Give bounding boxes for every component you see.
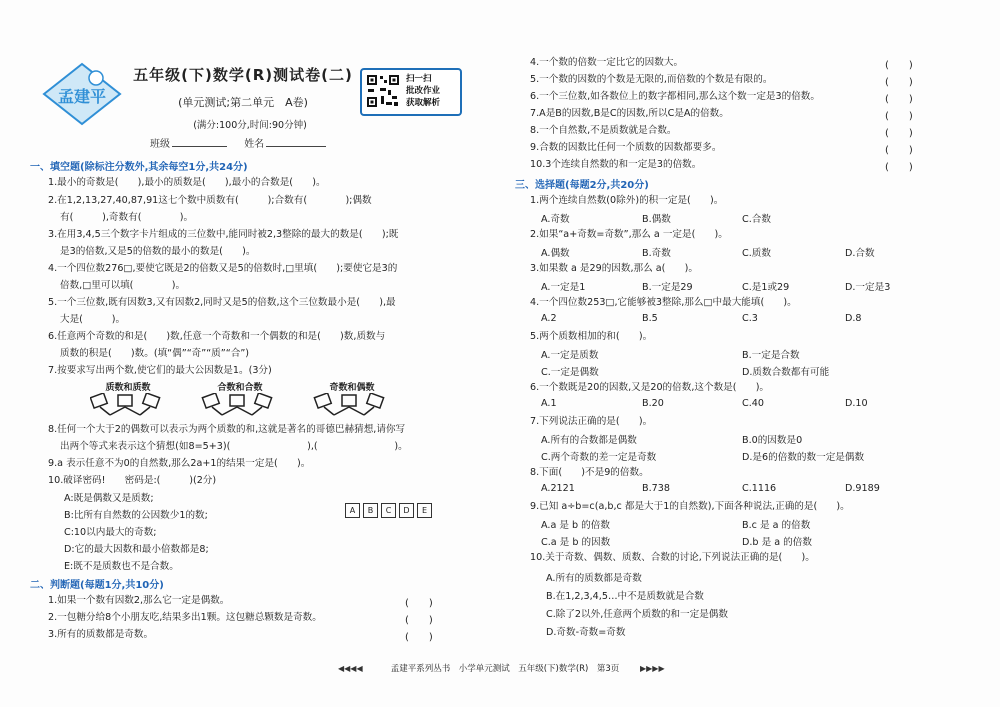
question-6-line1: 6.任意两个奇数的和是( )数,任意一个奇数和一个偶数的和是( )数,质数与 — [48, 331, 386, 342]
choice-q3-opt-d[interactable]: D.一定是3 — [845, 282, 891, 293]
choice-q10-opt-d[interactable]: D.奇数-奇数=奇数 — [546, 627, 626, 638]
question-5-line2: 大是( )。 — [60, 314, 126, 325]
choice-q2-opt-c[interactable]: C.质数 — [742, 248, 771, 259]
choice-q8: 8.下面( )不是9的倍数。 — [530, 467, 649, 478]
pair-figure-2 — [202, 393, 271, 415]
student-fields — [150, 135, 370, 150]
choice-q8-opt-b[interactable]: B.738 — [642, 483, 670, 494]
judge-answer-4[interactable]: ( ) — [885, 60, 913, 71]
judge-item-1: 1.如果一个数有因数2,那么它一定是偶数。 — [48, 595, 230, 606]
choice-q1-opt-a[interactable]: A.奇数 — [541, 214, 570, 225]
choice-q1-opt-c[interactable]: C.合数 — [742, 214, 771, 225]
judge-item-5: 5.一个数的因数的个数是无限的,而倍数的个数是有限的。 — [530, 74, 773, 85]
choice-q10-opt-c[interactable]: C.除了2以外,任意两个质数的和一定是偶数 — [546, 609, 728, 620]
judge-answer-5[interactable]: ( ) — [885, 77, 913, 88]
choice-q2-opt-b[interactable]: B.奇数 — [642, 248, 671, 259]
pair-figure-1 — [90, 393, 159, 415]
choice-q6: 6.一个数既是20的因数,又是20的倍数,这个数是( )。 — [530, 382, 770, 393]
footer-arrows-right-icon: ▶▶▶▶ — [640, 664, 665, 673]
publisher-logo — [36, 58, 128, 130]
page-footer: 孟建平系列丛书 小学单元测试 五年级(下)数学(R) 第3页 — [390, 664, 620, 674]
judge-answer-6[interactable]: ( ) — [885, 94, 913, 105]
question-1: 1.最小的奇数是( ),最小的质数是( ),最小的合数是( )。 — [48, 177, 326, 188]
clue-c: C:10以内最大的奇数; — [64, 527, 157, 538]
question-2-line1: 2.在1,2,13,27,40,87,91这七个数中质数有( );合数有( );偶数 — [48, 195, 372, 206]
password-box-b: B — [363, 503, 378, 518]
judge-item-10: 10.3个连续自然数的和一定是3的倍数。 — [530, 159, 702, 170]
judge-answer-7[interactable]: ( ) — [885, 111, 913, 122]
number-pair-figures — [90, 393, 400, 417]
judge-item-4: 4.一个数的倍数一定比它的因数大。 — [530, 57, 684, 68]
choice-q1: 1.两个连续自然数(0除外)的积一定是( )。 — [530, 195, 724, 206]
question-7: 7.按要求写出两个数,使它们的最大公因数是1。(3分) — [48, 365, 272, 376]
name-field[interactable] — [266, 146, 326, 147]
choice-q9-opt-a[interactable]: A.a 是 b 的倍数 — [541, 520, 610, 531]
judge-answer-2[interactable]: ( ) — [405, 615, 433, 626]
group-label-odd-even: 奇数和偶数 — [329, 383, 375, 393]
password-box-c: C — [381, 503, 396, 518]
choice-q5-opt-c[interactable]: C.一定是偶数 — [541, 367, 599, 378]
choice-q7: 7.下列说法正确的是( )。 — [530, 416, 653, 427]
choice-q9-opt-b[interactable]: B.c 是 a 的倍数 — [742, 520, 811, 531]
page-title: 五年级(下)数学(R)测试卷(二) — [133, 66, 353, 84]
choice-q2: 2.如果“a+奇数=奇数”,那么 a 一定是( )。 — [530, 229, 728, 240]
question-3-line2: 是3的倍数,又是5的倍数的最小的数是( )。 — [60, 246, 256, 257]
choice-q7-opt-c[interactable]: C.两个奇数的差一定是奇数 — [541, 452, 657, 463]
choice-q8-opt-d[interactable]: D.9189 — [845, 483, 880, 494]
judge-item-8: 8.一个自然数,不是质数就是合数。 — [530, 125, 677, 136]
choice-q6-opt-b[interactable]: B.20 — [642, 398, 664, 409]
choice-q4-opt-a[interactable]: A.2 — [541, 313, 557, 324]
choice-q8-opt-c[interactable]: C.1116 — [742, 483, 777, 494]
choice-q10-opt-b[interactable]: B.在1,2,3,4,5…中不是质数就是合数 — [546, 591, 704, 602]
choice-q4-opt-c[interactable]: C.3 — [742, 313, 758, 324]
clue-b: B:比所有自然数的公因数少1的数; — [64, 510, 208, 521]
page-subtitle: (单元测试;第二单元 A卷) — [178, 96, 308, 109]
judge-item-2: 2.一包糖分给8个小朋友吃,结果多出1颗。这包糖总颗数是奇数。 — [48, 612, 322, 623]
clue-a: A:既是偶数又是质数; — [64, 493, 154, 504]
section-true-false-title: 二、判断题(每题1分,共10分) — [30, 580, 164, 591]
judge-item-9: 9.合数的因数比任何一个质数的因数都要多。 — [530, 142, 722, 153]
choice-q7-opt-d[interactable]: D.是6的倍数的数一定是偶数 — [742, 452, 865, 463]
question-10: 10.破译密码! 密码是:( )(2分) — [48, 475, 217, 486]
choice-q8-opt-a[interactable]: A.2121 — [541, 483, 575, 494]
choice-q3-opt-c[interactable]: C.是1或29 — [742, 282, 790, 293]
judge-answer-9[interactable]: ( ) — [885, 145, 913, 156]
choice-q6-opt-c[interactable]: C.40 — [742, 398, 764, 409]
judge-answer-10[interactable]: ( ) — [885, 162, 913, 173]
choice-q5-opt-a[interactable]: A.一定是质数 — [541, 350, 599, 361]
clue-d: D:它的最大因数和最小倍数都是8; — [64, 544, 209, 555]
question-9: 9.a 表示任意不为0的自然数,那么2a+1的结果一定是( )。 — [48, 458, 311, 469]
choice-q10: 10.关于奇数、偶数、质数、合数的讨论,下列说法正确的是( )。 — [530, 552, 815, 563]
choice-q7-opt-b[interactable]: B.0的因数是0 — [742, 435, 803, 446]
qr-code-icon — [366, 74, 400, 108]
class-field[interactable] — [172, 146, 227, 147]
clue-e: E:既不是质数也不是合数。 — [64, 561, 179, 572]
choice-q5-opt-b[interactable]: B.一定是合数 — [742, 350, 800, 361]
password-box-e: E — [417, 503, 432, 518]
password-box-a: A — [345, 503, 360, 518]
qr-block[interactable] — [360, 68, 462, 116]
choice-q7-opt-a[interactable]: A.所有的合数都是偶数 — [541, 435, 637, 446]
question-8-line2: 出两个等式来表示这个猜想(如8=5+3)( ),( )。 — [60, 441, 408, 452]
question-3-line1: 3.在用3,4,5三个数字卡片组成的三位数中,能同时被2,3整除的最大的数是( );既 — [48, 229, 399, 240]
qr-text: 扫一扫 批改作业 获取解析 — [406, 74, 441, 108]
choice-q4: 4.一个四位数253□,它能够被3整除,那么□中最大能填( )。 — [530, 297, 797, 308]
judge-answer-3[interactable]: ( ) — [405, 632, 433, 643]
section-multiple-choice-title: 三、选择题(每题2分,共20分) — [515, 180, 649, 191]
choice-q5: 5.两个质数相加的和( )。 — [530, 331, 653, 342]
question-6-line2: 质数的积是( )数。(填“偶”“奇”“质”“合”) — [60, 348, 250, 359]
choice-q6-opt-a[interactable]: A.1 — [541, 398, 557, 409]
exam-meta: (满分:100分,时间:90分钟) — [193, 120, 307, 131]
choice-q6-opt-d[interactable]: D.10 — [845, 398, 868, 409]
password-boxes — [345, 503, 432, 518]
question-5-line1: 5.一个三位数,既有因数3,又有因数2,同时又是5的倍数,这个三位数最小是( ),最 — [48, 297, 396, 308]
judge-answer-8[interactable]: ( ) — [885, 128, 913, 139]
choice-q2-opt-d[interactable]: D.合数 — [845, 248, 875, 259]
judge-item-3: 3.所有的质数都是奇数。 — [48, 629, 154, 640]
name-label: 姓名 — [244, 139, 265, 150]
question-8-line1: 8.任何一个大于2的偶数可以表示为两个质数的和,这就是著名的哥德巴赫猜想,请你写 — [48, 424, 406, 435]
group-label-composite-composite: 合数和合数 — [217, 383, 263, 393]
choice-q3: 3.如果数 a 是29的因数,那么 a( )。 — [530, 263, 698, 274]
judge-item-6: 6.一个三位数,如各数位上的数字都相同,那么这个数一定是3的倍数。 — [530, 91, 820, 102]
judge-answer-1[interactable]: ( ) — [405, 598, 433, 609]
class-label: 班级 — [150, 139, 170, 150]
pair-figure-3 — [314, 393, 383, 415]
footer-arrows-left-icon: ◀◀◀◀ — [338, 664, 363, 673]
judge-item-7: 7.A是B的因数,B是C的因数,所以C是A的倍数。 — [530, 108, 729, 119]
choice-q4-opt-d[interactable]: D.8 — [845, 313, 862, 324]
choice-q9-opt-c[interactable]: C.a 是 b 的因数 — [541, 537, 611, 548]
choice-q1-opt-b[interactable]: B.偶数 — [642, 214, 671, 225]
choice-q9-opt-d[interactable]: D.b 是 a 的倍数 — [742, 537, 812, 548]
choice-q9: 9.已知 a÷b=c(a,b,c 都是大于1的自然数),下面各种说法,正确的是( )。 — [530, 501, 850, 512]
section-fill-blank-title: 一、填空题(除标注分数外,其余每空1分,共24分) — [30, 162, 248, 173]
choice-q2-opt-a[interactable]: A.偶数 — [541, 248, 570, 259]
question-4-line2: 倍数,□里可以填( )。 — [60, 280, 186, 291]
group-label-prime-prime: 质数和质数 — [105, 383, 151, 393]
choice-q10-opt-a[interactable]: A.所有的质数都是奇数 — [546, 573, 642, 584]
password-box-d: D — [399, 503, 414, 518]
svg-text:孟建平: 孟建平 — [57, 87, 107, 106]
choice-q4-opt-b[interactable]: B.5 — [642, 313, 658, 324]
choice-q3-opt-b[interactable]: B.一定是29 — [642, 282, 693, 293]
choice-q5-opt-d[interactable]: D.质数合数都有可能 — [742, 367, 830, 378]
question-4-line1: 4.一个四位数276□,要使它既是2的倍数又是5的倍数时,□里填( );要使它是3的 — [48, 263, 398, 274]
question-2-line2: 有( ),奇数有( )。 — [60, 212, 194, 223]
choice-q3-opt-a[interactable]: A.一定是1 — [541, 282, 586, 293]
